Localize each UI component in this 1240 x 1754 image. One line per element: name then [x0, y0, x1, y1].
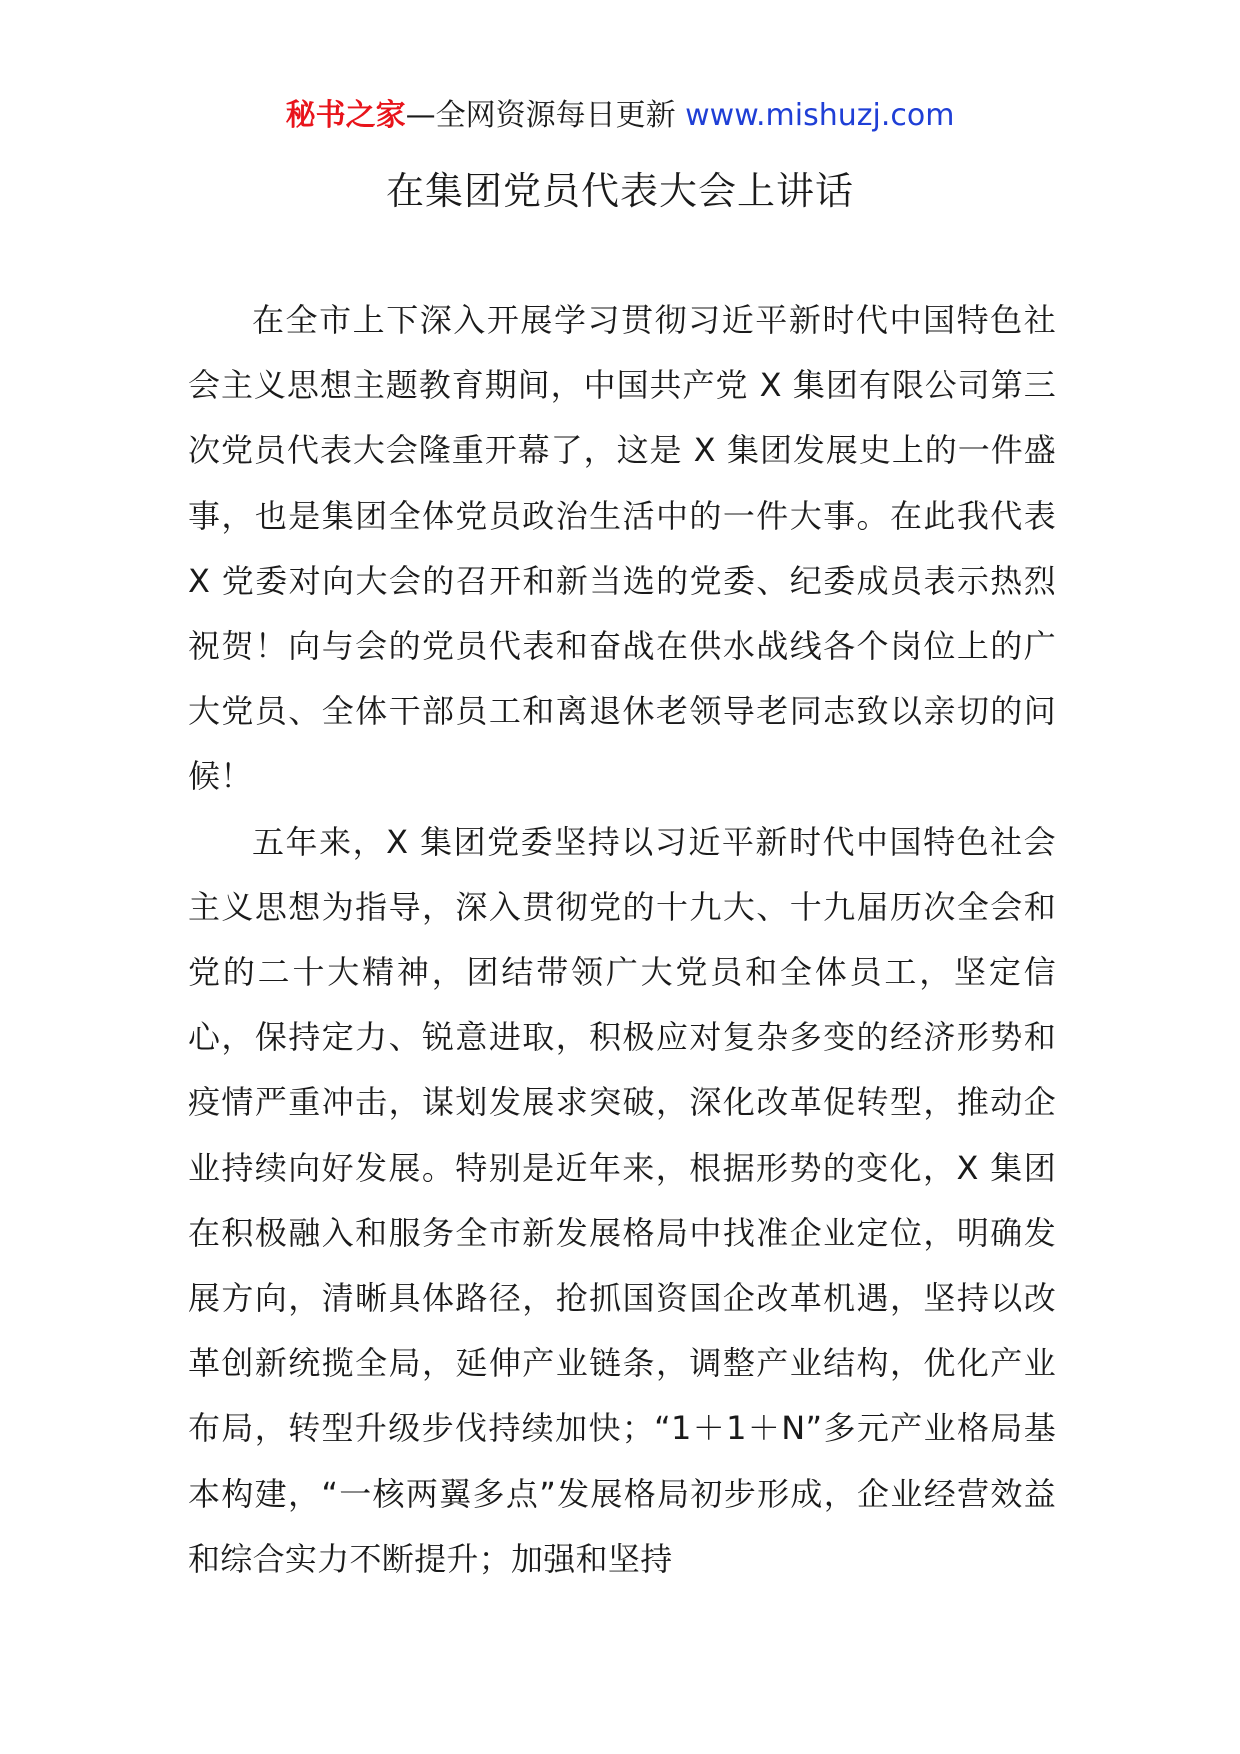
document-body: [188, 288, 1056, 1592]
document-title: 在集团党员代表大会上讲话: [385, 169, 854, 213]
site-banner: [0, 96, 1240, 136]
body-paragraph-2: 五年来，X 集团党委坚持以习近平新时代中国特色社会主义思想为指导，深入贯彻党的十九大、十九届历次全会和党的二十大精神，团结带领广大党员和全体员工，坚定信心，保持定力、锐意进取，积极应对复杂多变的经济形势和疫情严重冲击，谋划发展求突破，深化改革促转型，推动企业持续向好发展。特别是近年来，根据形势的变化，X 集团在积极融入和服务全市新发展格局中找准企业定位，明确发展方向，清晰具体路径，抢抓国资国企改革机遇，坚持以改革创新统揽全局，延伸产业链条，调整产业结构，优化产业布局，转型升级步伐持续加快；“1＋1＋N”多元产业格局基本构建，“一核两翼多点”发展格局初步形成，企业经营效益和综合实力不断提升；加强和坚持: [188, 822, 1056, 1578]
body-paragraph-1: 在全市上下深入开展学习贯彻习近平新时代中国特色社会主义思想主题教育期间，中国共产党 X 集团有限公司第三次党员代表大会隆重开幕了，这是 X 集团发展史上的一件盛事，也是集团全体党员政治生活中的一件大事。在此我代表 X 党委对向大会的召开和新当选的党委、纪委成员表示热烈祝贺！向与会的党员代表和奋战在供水战线各个岗位上的广大党员、全体干部员工和离退休老领导老同志致以亲切的问候！: [188, 301, 1056, 796]
banner-tagline: —全网资源每日更新: [405, 98, 686, 133]
site-url-link[interactable]: www.mishuzj.com: [685, 98, 955, 133]
brand-name: 秘书之家: [285, 98, 406, 133]
